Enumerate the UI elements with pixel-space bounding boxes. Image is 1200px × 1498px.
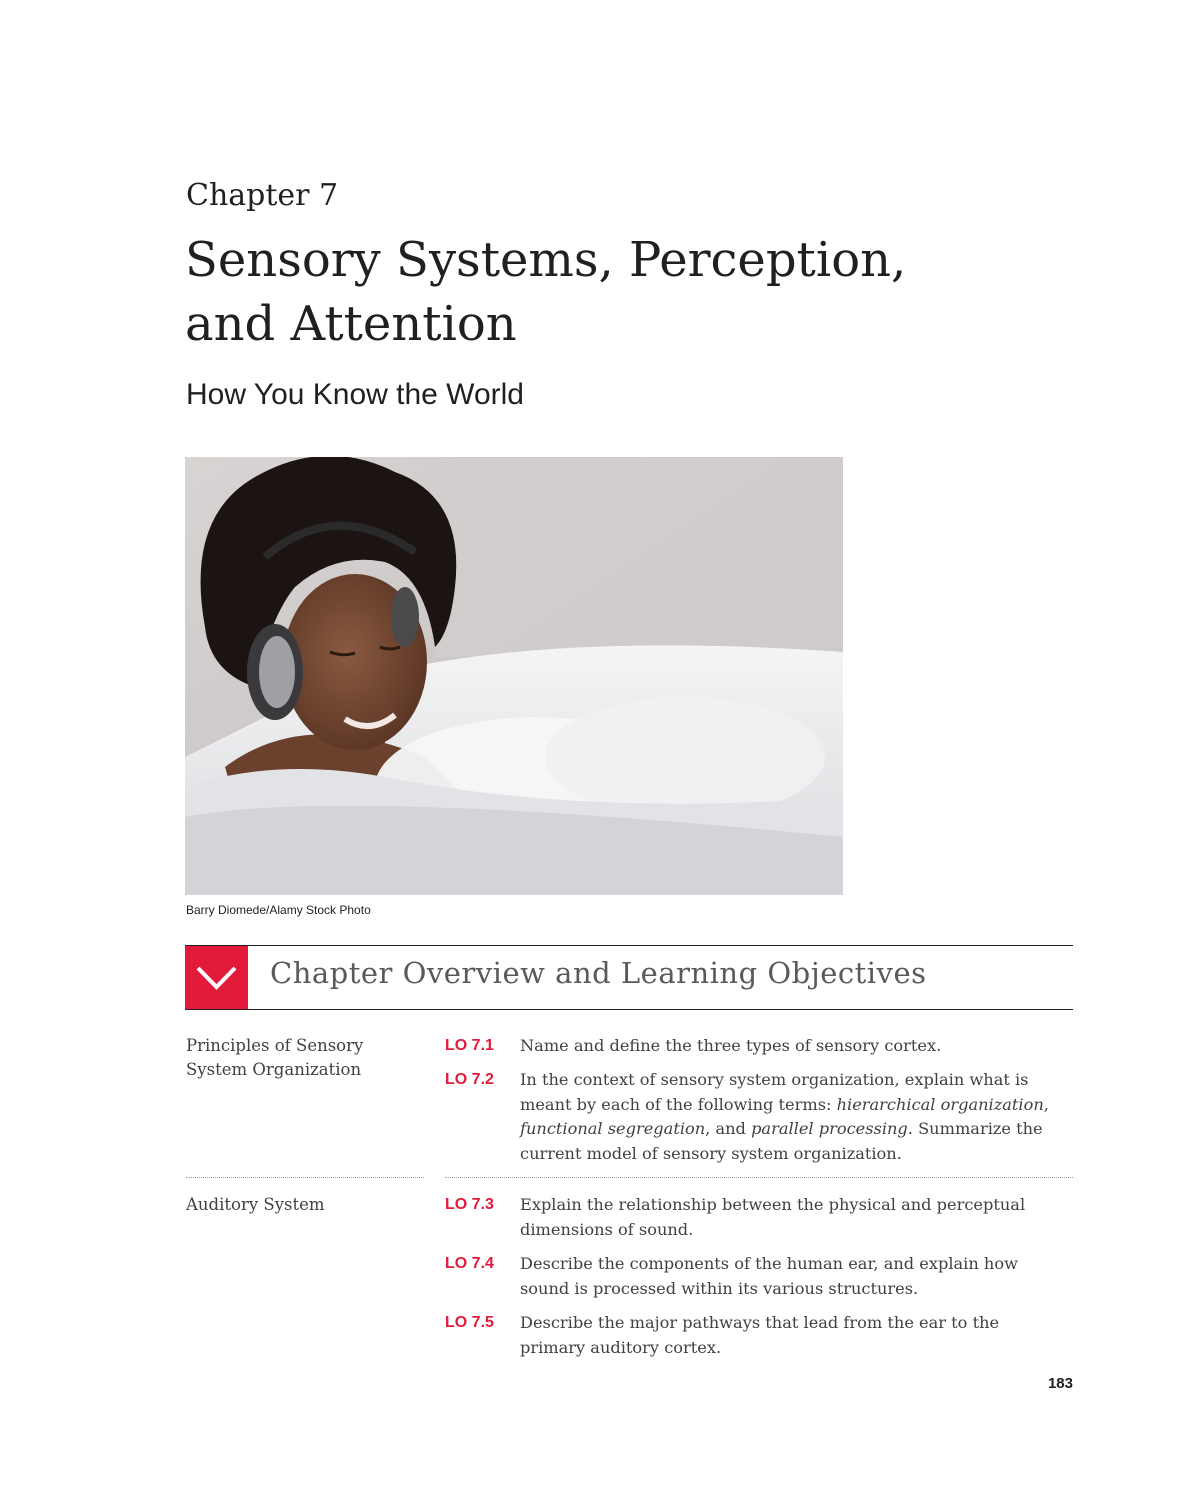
lo-text: Describe the components of the human ear, and explain how sound is processed within its various structures. — [520, 1254, 1018, 1298]
lo-term: functional segregation — [520, 1119, 706, 1138]
lo-text-part: . Summarize the current model of sensory system organization. — [520, 1119, 1043, 1163]
chapter-title-line-1: Sensory Systems, Perception, — [185, 232, 907, 288]
photo-credit: Barry Diomede/Alamy Stock Photo — [186, 903, 371, 917]
chapter-label: Chapter 7 — [186, 178, 339, 213]
section-label-principles — [186, 1034, 406, 1082]
lo-text: Describe the major pathways that lead from the ear to the primary auditory cortex. — [520, 1313, 1000, 1357]
lo-text-part: , — [1043, 1094, 1049, 1114]
lo-text: Name and define the three types of sensory cortex. — [520, 1036, 942, 1055]
lo-code: LO 7.4 — [445, 1255, 494, 1272]
section-label-line-1: Auditory System — [186, 1195, 325, 1214]
lo-code: LO 7.3 — [445, 1196, 494, 1213]
photo-illustration — [185, 457, 843, 895]
lo-code: LO 7.1 — [445, 1037, 494, 1054]
lo-text — [520, 1068, 1065, 1166]
chapter-title — [185, 228, 1085, 356]
lo-term: parallel processing — [751, 1119, 908, 1138]
lo-text-part: In the context of sensory system organization, explain what is meant by each of the following terms: — [520, 1070, 1029, 1114]
chapter-subtitle: How You Know the World — [186, 378, 524, 411]
section-label-line-2: System Organization — [186, 1060, 362, 1079]
chapter-title-line-2: and Attention — [185, 296, 517, 352]
lo-term: hierarchical organization — [836, 1094, 1044, 1114]
section-label-line-1: Principles of Sensory — [186, 1036, 364, 1055]
lo-text-part: , and — [705, 1119, 752, 1138]
lo-code: LO 7.2 — [445, 1071, 494, 1088]
lo-text: Explain the relationship between the physical and perceptual dimensions of sound. — [520, 1195, 1026, 1239]
lo-code: LO 7.5 — [445, 1314, 494, 1331]
overview-bottom-rule — [185, 1009, 1073, 1010]
section-divider — [445, 1177, 1073, 1178]
overview-badge — [185, 946, 248, 1009]
overview-heading: Chapter Overview and Learning Objectives — [270, 956, 927, 990]
chapter-photo — [185, 457, 843, 895]
chevron-down-icon — [185, 946, 248, 1009]
page-number: 183 — [1047, 1375, 1073, 1392]
overview-top-rule — [185, 945, 1073, 946]
section-divider — [186, 1177, 424, 1178]
section-label-auditory — [186, 1193, 406, 1217]
